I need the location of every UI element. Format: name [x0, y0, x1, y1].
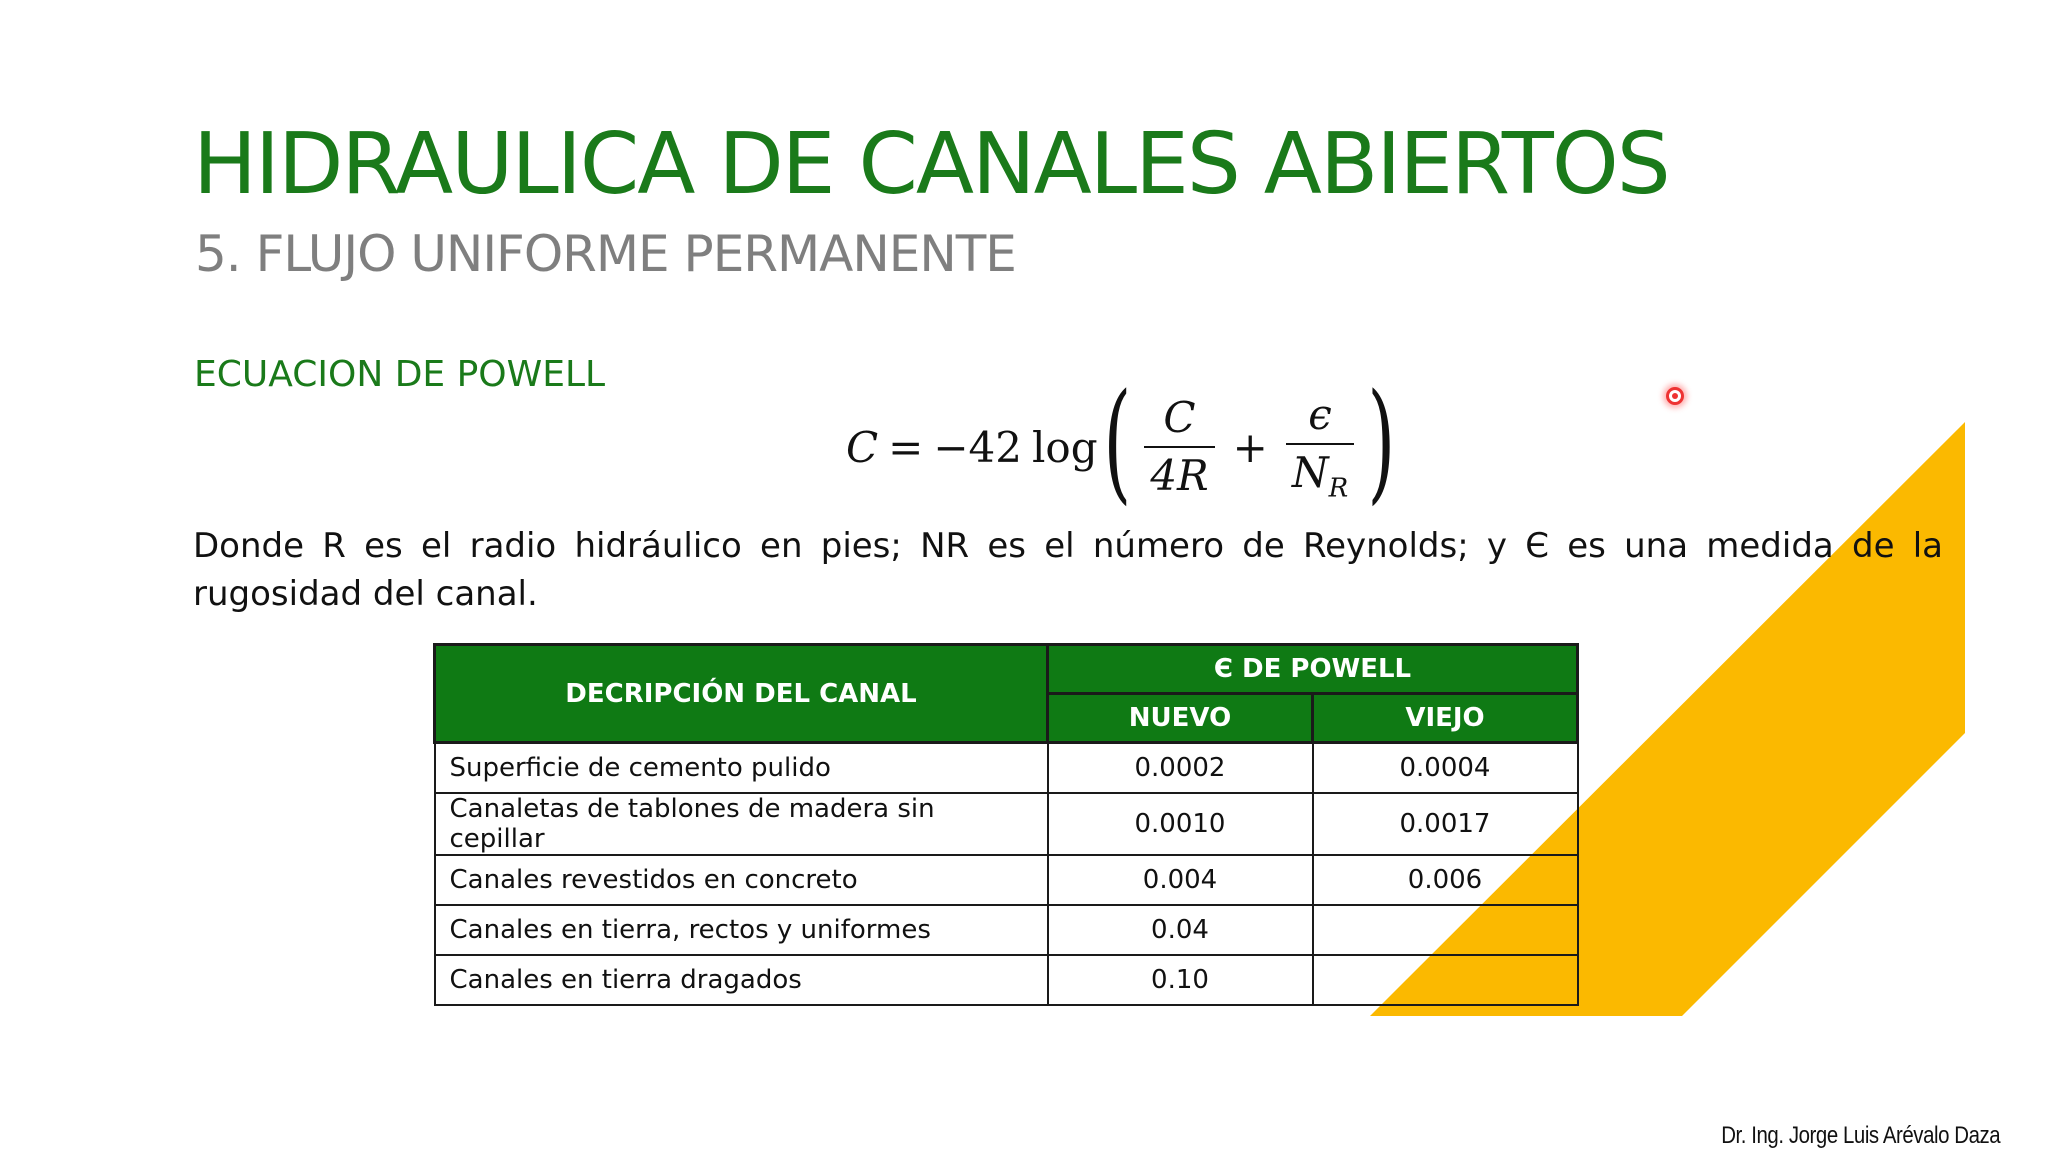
row-description: Canales en tierra, rectos y uniformes: [435, 905, 1048, 955]
table-row: [435, 905, 1578, 955]
row-description: Superficie de cemento pulido: [435, 743, 1048, 794]
powell-equation: [846, 365, 1401, 517]
powell-roughness-table: [433, 643, 1579, 1006]
row-value-old: [1313, 955, 1578, 1005]
description-paragraph: Donde R es el radio hidráulico en pies; NR es el número de Reynolds; y Є es una medida de la rugosidad del canal.: [193, 526, 1943, 614]
row-description: Canales en tierra dragados: [435, 955, 1048, 1005]
row-description: Canaletas de tablones de madera sin cepillar: [435, 793, 1048, 855]
row-value-old: 0.0017: [1313, 793, 1578, 855]
fraction-2-numerator: ϵ: [1308, 389, 1332, 439]
fraction-2-denominator: [1286, 448, 1354, 505]
header-description: DECRIPCIÓN DEL CANAL: [435, 645, 1048, 743]
table-header-row: [435, 645, 1578, 694]
row-value-old: 0.0004: [1313, 743, 1578, 794]
formula-fraction-1: [1144, 393, 1214, 502]
table-row: [435, 743, 1578, 794]
slide-subtitle: 5. FLUJO UNIFORME PERMANENTE: [195, 225, 1016, 283]
fraction-1-bar: [1144, 446, 1214, 448]
fraction-1-denominator: 4R: [1150, 451, 1209, 500]
formula-plus: +: [1232, 422, 1268, 472]
formula-open-paren: (: [1103, 365, 1131, 517]
fraction-1-numerator: C: [1163, 392, 1196, 442]
formula-function: log: [1031, 422, 1098, 472]
row-value-new: 0.004: [1048, 855, 1313, 905]
header-old: VIEJO: [1313, 694, 1578, 743]
row-value-new: 0.10: [1048, 955, 1313, 1005]
row-description: Canales revestidos en concreto: [435, 855, 1048, 905]
formula-close-paren: ): [1367, 365, 1396, 517]
table-row: [435, 955, 1578, 1005]
row-value-new: 0.0010: [1048, 793, 1313, 855]
table-row: [435, 855, 1578, 905]
formula-equals: =: [888, 422, 924, 472]
table-row: [435, 793, 1578, 855]
laser-pointer-icon: [1666, 387, 1684, 405]
slide-title: HIDRAULICA DE CANALES ABIERTOS: [193, 115, 1669, 214]
author-credit: Dr. Ing. Jorge Luis Arévalo Daza: [1721, 1122, 2000, 1149]
row-value-new: 0.0002: [1048, 743, 1313, 794]
formula-lhs: C: [846, 422, 879, 472]
fraction-2-denominator-subscript: R: [1328, 473, 1349, 504]
section-heading: ECUACION DE POWELL: [194, 354, 606, 395]
formula-coefficient: −42: [933, 422, 1022, 472]
fraction-2-bar: [1286, 443, 1354, 445]
fraction-2-denominator-base: N: [1291, 447, 1329, 497]
row-value-old: 0.006: [1313, 855, 1578, 905]
formula-fraction-2: [1286, 390, 1354, 505]
header-powell-group: Є DE POWELL: [1048, 645, 1578, 694]
row-value-new: 0.04: [1048, 905, 1313, 955]
row-value-old: [1313, 905, 1578, 955]
header-new: NUEVO: [1048, 694, 1313, 743]
